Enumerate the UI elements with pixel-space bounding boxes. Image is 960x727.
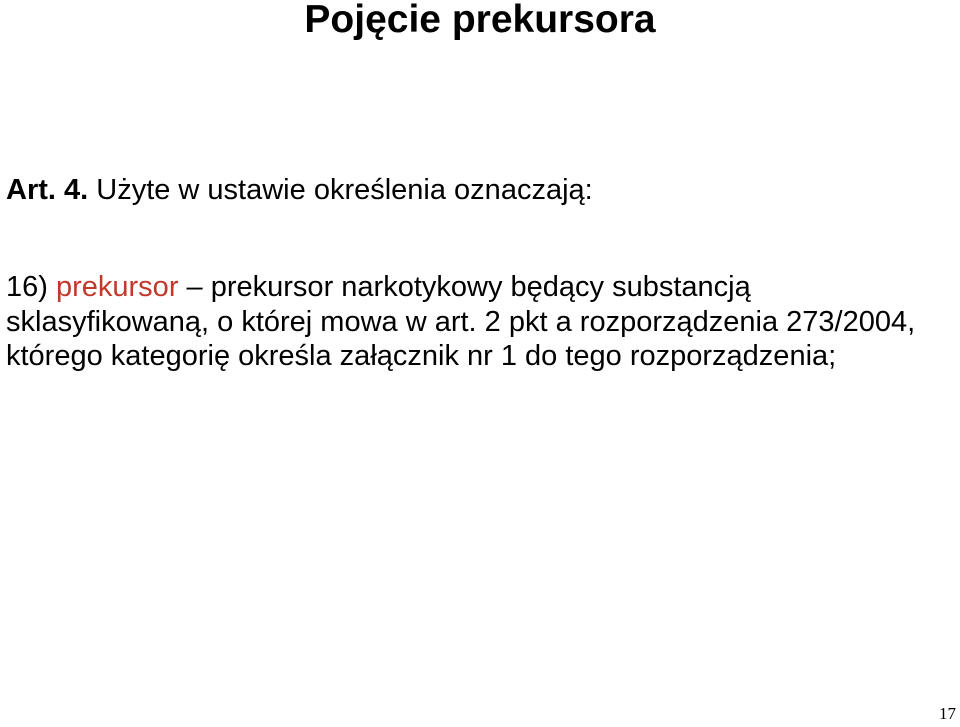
- definition-text: prekursor narkotykowy będący substancją sklasyfikowaną, o której mowa w art. 2 pkt a rozporządzenia 273/2004, którego kategorię określa załącznik nr 1 do tego rozporządzenia;: [6, 271, 916, 372]
- definition-paragraph: [6, 270, 956, 374]
- article-intro: Użyte w ustawie określenia oznaczają:: [88, 174, 593, 206]
- definition-index: 16): [6, 271, 56, 303]
- article-heading: [6, 173, 593, 207]
- page-number: 17: [939, 704, 956, 723]
- article-number: Art. 4.: [6, 174, 89, 206]
- slide-title: Pojęcie prekursora: [304, 0, 656, 41]
- definition-term: prekursor: [55, 271, 179, 303]
- definition-dash: –: [178, 271, 211, 303]
